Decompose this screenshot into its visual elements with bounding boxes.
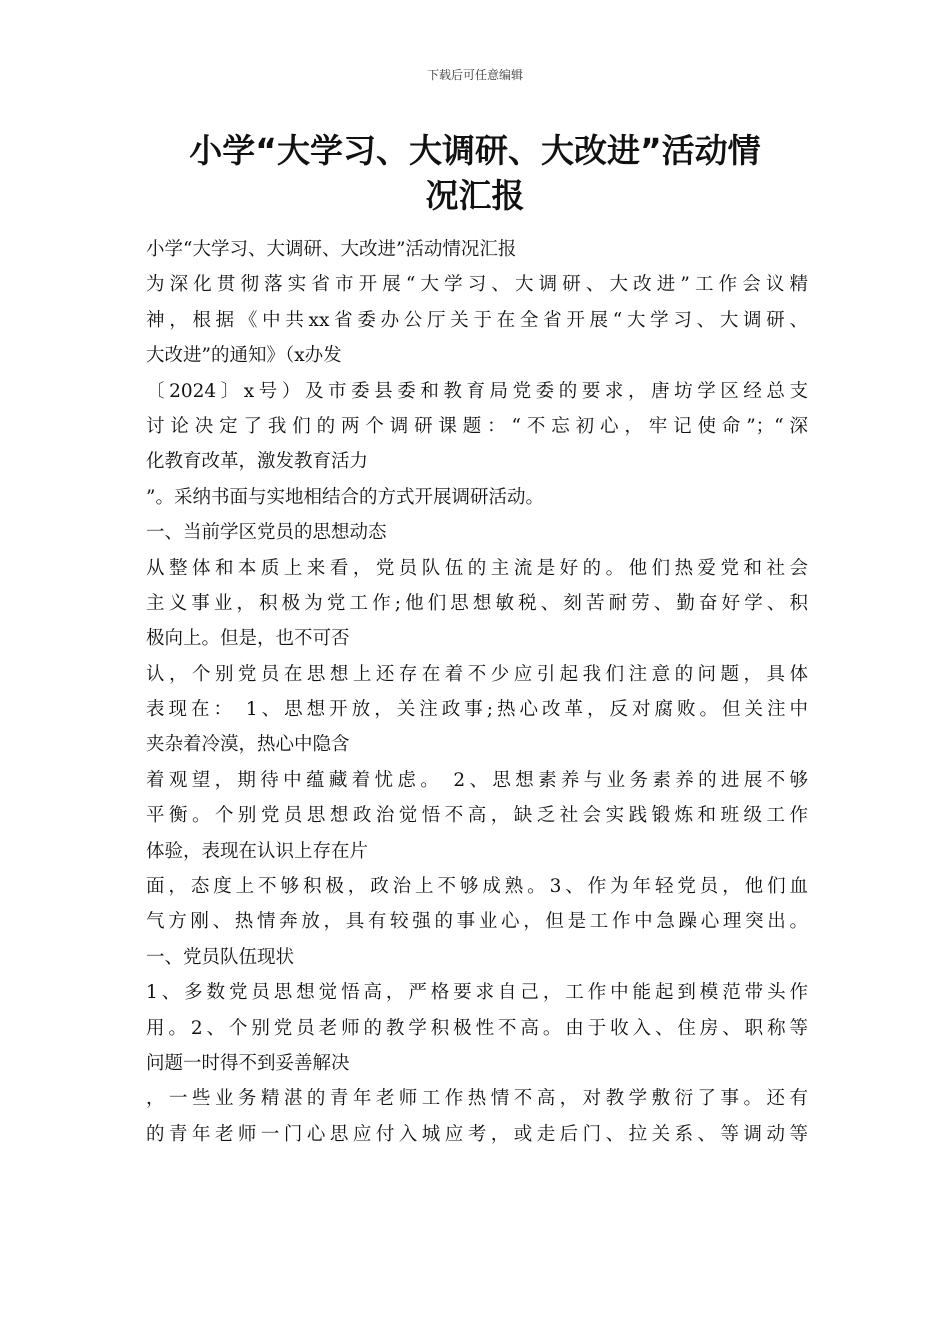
- document-body: [146, 232, 808, 1152]
- body-line-5: 〔2024〕x号）及市委县委和教育局党委的要求，唐坊学区经总支: [146, 380, 808, 402]
- section-heading-1: 一、当前学区党员的思想动态: [146, 522, 387, 544]
- body-line-13: 认，个别党员在思想上还存在着不少应引起我们注意的问题，具体: [146, 663, 808, 685]
- title-line-1: 小学“大学习、大调研、大改进”活动情: [189, 131, 761, 170]
- body-line-2: 为深化贯彻落实省市开展“大学习、大调研、大改进”工作会议精: [146, 274, 808, 296]
- body-line-23: 用。2、个别党员老师的教学积极性不高。由于收入、住房、职称等: [146, 1017, 808, 1039]
- body-line-11: 主义事业，积极为党工作;他们思想敏税、刻苦耐劳、勤奋好学、积: [146, 592, 808, 614]
- body-line-15: 夹杂着冷漠，热心中隐含: [146, 734, 350, 756]
- body-line-3: 神，根据《中共xx省委办公厅关于在全省开展“大学习、大调研、: [146, 309, 808, 331]
- body-line-12: 极向上。但是，也不可否: [146, 628, 350, 650]
- body-line-10: 从整体和本质上来看，党员队伍的主流是好的。他们热爱党和社会: [146, 557, 808, 579]
- body-line-26: 的青年老师一门心思应付入城应考，或走后门、拉关系、等调动等: [146, 1123, 808, 1145]
- body-line-25: ，一些业务精湛的青年老师工作热情不高，对教学敷衍了事。还有: [146, 1088, 808, 1110]
- section-heading-2: 一、党员队伍现状: [146, 946, 295, 968]
- body-line-6: 讨论决定了我们的两个调研课题：“不忘初心，牢记使命”；“深: [146, 415, 808, 437]
- document-title: [145, 128, 805, 218]
- body-line-20: 气方刚、热情奔放，具有较强的事业心，但是工作中急躁心理突出。: [146, 911, 808, 933]
- body-line-22: 1、多数党员思想觉悟高，严格要求自己，工作中能起到模范带头作: [146, 982, 808, 1004]
- body-line-18: 体验，表现在认识上存在片: [146, 840, 369, 862]
- body-line-16: 着观望，期待中蕴藏着忧虑。 2、思想素养与业务素养的进展不够: [146, 769, 808, 791]
- body-line-14: 表现在： 1、思想开放，关注政事;热心改革，反对腐败。但关注中: [146, 699, 808, 721]
- body-line-24: 问题一时得不到妥善解决: [146, 1052, 350, 1074]
- body-line-8: ”。采纳书面与实地相结合的方式开展调研活动。: [146, 486, 544, 508]
- body-line-17: 平衡。个别党员思想政治觉悟不高，缺乏社会实践锻炼和班级工作: [146, 805, 808, 827]
- header-note: 下载后可任意编辑: [426, 68, 523, 82]
- body-line-4: 大改进”的通知》（x办发: [146, 345, 342, 367]
- title-line-2: 况汇报: [425, 176, 525, 215]
- body-line-7: 化教育改革，激发教育活力: [146, 451, 369, 473]
- body-line-1: 小学“大学习、大调研、大改进”活动情况汇报: [146, 239, 517, 260]
- body-line-19: 面，态度上不够积极，政治上不够成熟。3、作为年轻党员，他们血: [146, 876, 808, 898]
